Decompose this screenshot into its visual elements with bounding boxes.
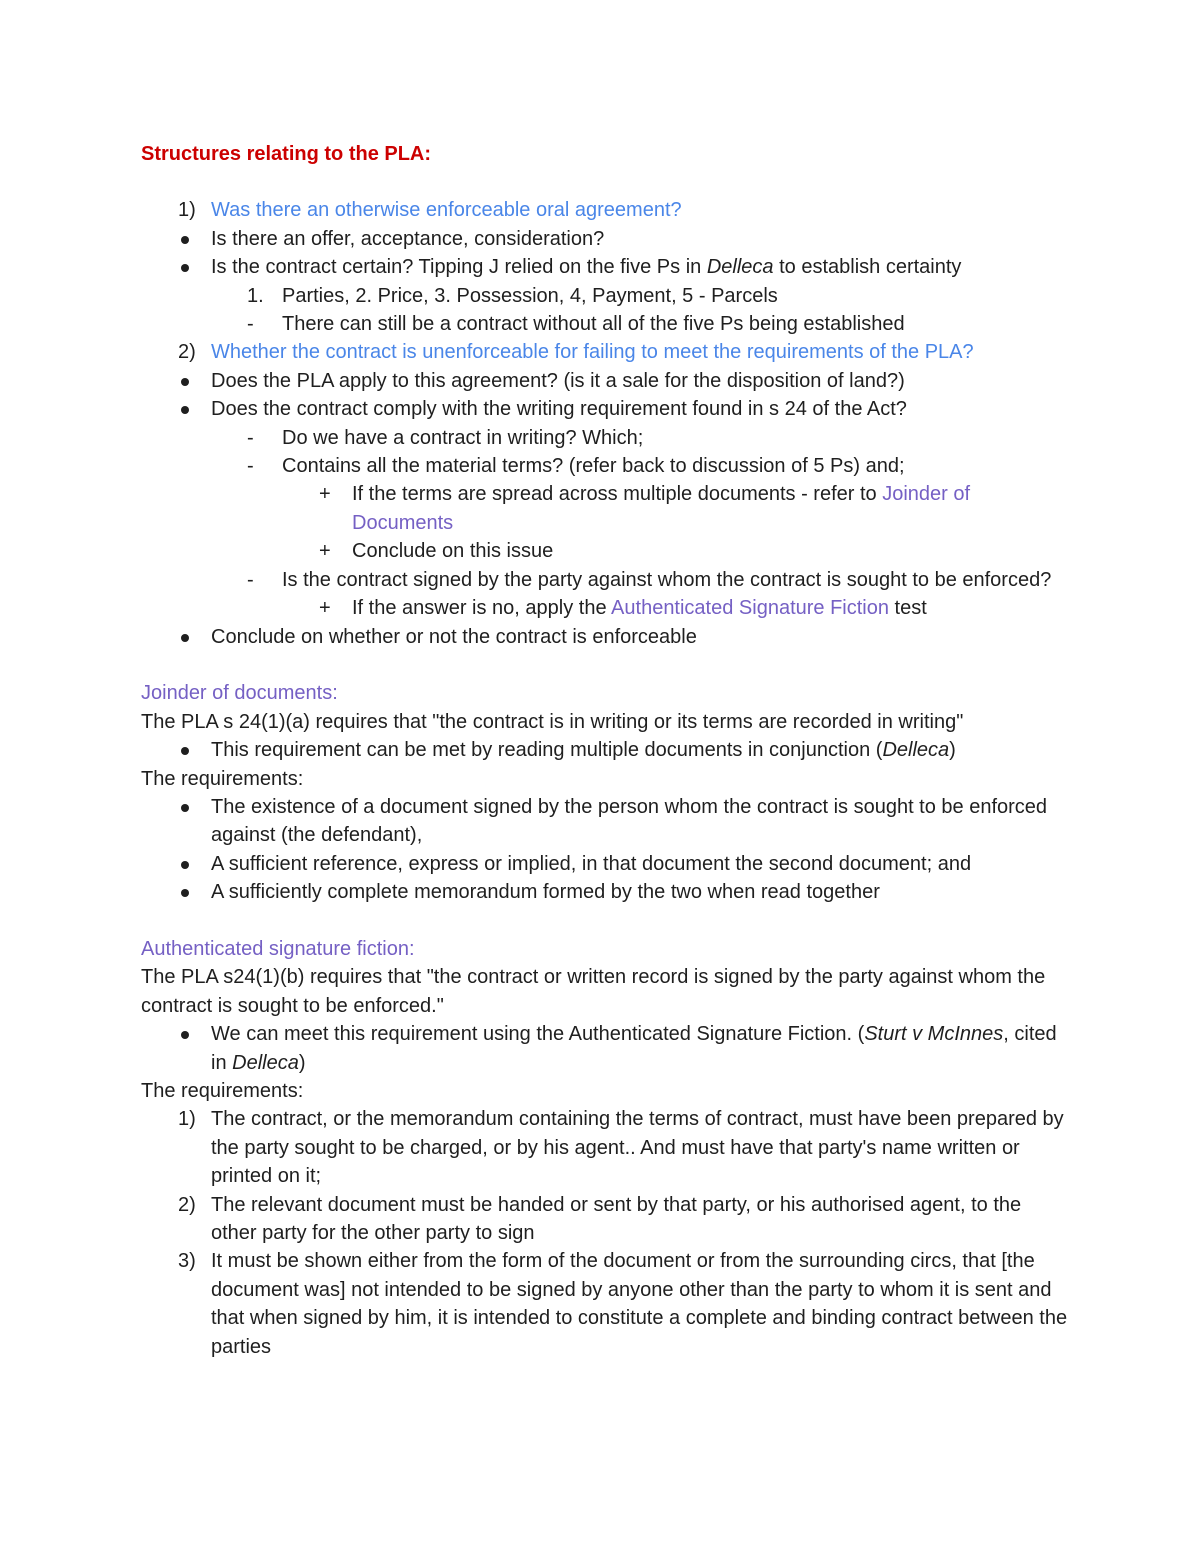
list-number: 2) (178, 1193, 196, 1216)
paragraph: The PLA s 24(1)(a) requires that "the contract is in writing or its terms are recorded in writing" (141, 710, 964, 733)
spacer (141, 651, 1071, 679)
bullet-text: The existence of a document signed by the person whom the contract is sought to be enforced against (the defendant), (211, 795, 1048, 847)
dash-marker: - (247, 455, 254, 478)
list-item (141, 1105, 1071, 1190)
bullet-icon (181, 634, 189, 642)
list-text: Parties, 2. Price, 3. Possession, 4, Payment, 5 - Parcels (282, 284, 778, 307)
bullet-text: Conclude on whether or not the contract is enforceable (211, 625, 697, 648)
list-item (141, 253, 1071, 281)
list-text: Contains all the material terms? (refer back to discussion of 5 Ps) and; (282, 455, 905, 478)
list-text: There can still be a contract without all of the five Ps being established (282, 313, 905, 336)
bullet-text: Is there an offer, acceptance, consideration? (211, 227, 605, 250)
bullet-text: ) (949, 739, 956, 762)
bullet-icon (181, 804, 189, 812)
bullet-text: This requirement can be met by reading multiple documents in conjunction ( (211, 739, 883, 762)
list-item (141, 225, 1071, 253)
question-heading: Was there an otherwise enforceable oral agreement? (211, 199, 682, 222)
list-item (141, 338, 1071, 366)
bullet-icon (181, 406, 189, 414)
list-item (141, 736, 1071, 764)
list-item (141, 878, 1071, 906)
list-item (141, 1247, 1071, 1361)
bullet-icon (181, 889, 189, 897)
list-number: 1. (247, 284, 264, 307)
list-item (141, 1020, 1071, 1077)
bullet-text: Does the PLA apply to this agreement? (is it a sale for the disposition of land?) (211, 369, 905, 392)
signature-fiction-heading: Authenticated signature fiction: (141, 937, 415, 960)
joinder-link[interactable]: Joinder of Documents (352, 483, 971, 534)
plus-marker: + (319, 540, 331, 563)
list-item (141, 850, 1071, 878)
case-name: Delleca (882, 739, 950, 762)
list-text: test (889, 597, 927, 620)
case-name: Delleca (232, 1051, 299, 1074)
bullet-text: Is the contract certain? Tipping J relied on the five Ps in (211, 256, 707, 279)
question-heading: Whether the contract is unenforceable for failing to meet the requirements of the PLA? (211, 341, 974, 364)
case-name: Delleca (706, 256, 774, 279)
list-number: 1) (178, 1108, 196, 1131)
dash-marker: - (247, 568, 254, 591)
list-text: The relevant document must be handed or sent by that party, or his authorised agent, to the other party for the other party to sign (211, 1193, 1022, 1244)
list-text: Do we have a contract in writing? Which; (282, 426, 644, 449)
paragraph: The requirements: (141, 1079, 304, 1102)
list-text: It must be shown either from the form of the document or from the surrounding circs, that [the document was] not intended to be signed by anyone other than the party to whom it is sent and that when signed by him, it is intended to constitute a complete and binding contract between the parties (211, 1250, 1068, 1358)
list-number: 2) (178, 341, 196, 364)
plus-marker: + (319, 597, 331, 620)
list-item (141, 452, 1071, 480)
list-item (141, 196, 1071, 224)
list-text: Is the contract signed by the party against whom the contract is sought to be enforced? (282, 568, 1052, 591)
dash-marker: - (247, 426, 254, 449)
list-item (141, 594, 1071, 622)
bullet-text: , cited in (211, 1023, 1057, 1074)
page-title: Structures relating to the PLA: (141, 143, 432, 165)
list-item (141, 537, 1071, 565)
bullet-icon (181, 378, 189, 386)
list-text: If the terms are spread across multiple documents - refer to (352, 483, 883, 506)
list-item (141, 623, 1071, 651)
paragraph: The requirements: (141, 767, 304, 790)
plus-marker: + (319, 483, 331, 506)
signature-fiction-link[interactable]: Authenticated Signature Fiction (611, 597, 889, 620)
list-item (141, 282, 1071, 310)
bullet-text: Does the contract comply with the writing requirement found in s 24 of the Act? (211, 398, 907, 421)
list-item (141, 793, 1071, 850)
list-text: Conclude on this issue (352, 540, 554, 563)
list-text: The contract, or the memorandum containing the terms of contract, must have been prepared by the party sought to be charged, or by his agent.. And must have that party's name written or printed on it; (211, 1108, 1064, 1188)
bullet-text: ) (298, 1051, 306, 1074)
bullet-text: to establish certainty (773, 256, 962, 279)
bullet-icon (181, 264, 189, 272)
bullet-icon (181, 236, 189, 244)
bullet-icon (181, 747, 189, 755)
list-item (141, 566, 1071, 594)
joinder-heading: Joinder of documents: (141, 682, 338, 705)
bullet-text: A sufficiently complete memorandum formed by the two when read together (211, 881, 880, 904)
bullet-text: A sufficient reference, express or implied, in that document the second document; and (211, 852, 972, 875)
list-text: If the answer is no, apply the (352, 597, 612, 620)
list-item (141, 480, 1071, 537)
case-name: Sturt v McInnes (864, 1023, 1004, 1046)
list-item (141, 424, 1071, 452)
list-item (141, 310, 1071, 338)
paragraph: The PLA s24(1)(b) requires that "the contract or written record is signed by the party against whom the contract is sought to be enforced." (141, 966, 1046, 1017)
list-number: 1) (178, 199, 196, 222)
bullet-icon (181, 1031, 189, 1039)
list-item (141, 395, 1071, 423)
dash-marker: - (247, 313, 254, 336)
bullet-text: We can meet this requirement using the Authenticated Signature Fiction. ( (211, 1023, 865, 1046)
list-number: 3) (178, 1250, 196, 1273)
list-item (141, 367, 1071, 395)
document-body (141, 140, 1071, 1361)
bullet-icon (181, 861, 189, 869)
list-item (141, 1191, 1071, 1248)
spacer (141, 907, 1071, 935)
